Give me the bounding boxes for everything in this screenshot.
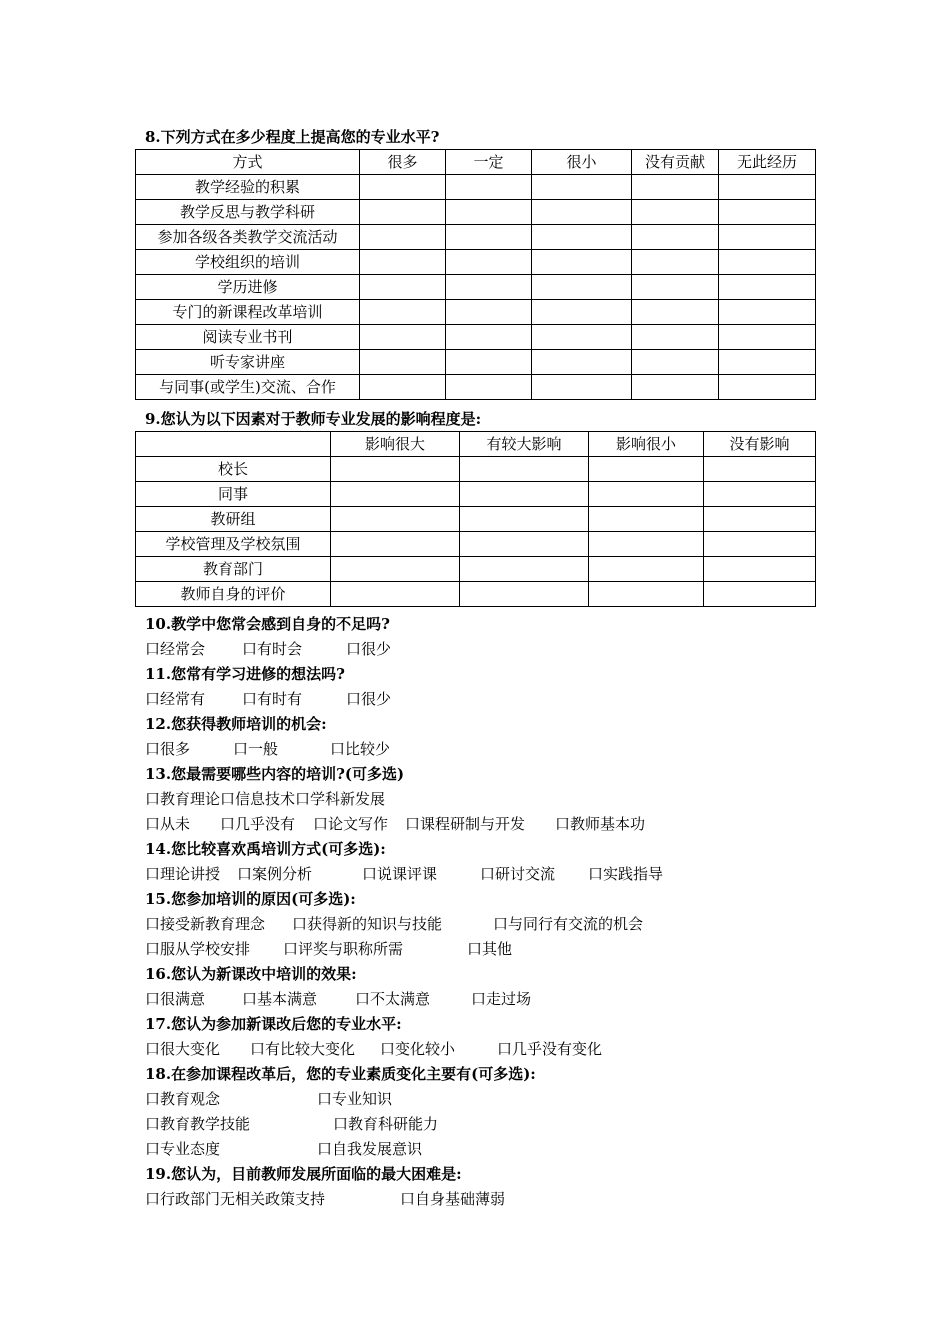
answer-cell[interactable] (532, 225, 632, 250)
column-header: 方式 (136, 150, 360, 175)
question-10-title: 10.教学中您常会感到自身的不足吗? (145, 615, 390, 633)
checkbox-option[interactable]: 口教育科研能力 (333, 1115, 439, 1133)
answer-cell[interactable] (446, 325, 532, 350)
answer-cell[interactable] (589, 507, 704, 532)
answer-cell[interactable] (446, 225, 532, 250)
answer-cell[interactable] (532, 375, 632, 400)
answer-cell[interactable] (704, 507, 816, 532)
answer-cell[interactable] (360, 175, 446, 200)
answer-cell[interactable] (360, 350, 446, 375)
checkbox-option[interactable]: 口专业态度 (145, 1140, 221, 1158)
question-9-title: 9.您认为以下因素对于教师专业发展的影响程度是: (145, 410, 482, 428)
checkbox-option[interactable]: 口教育教学技能 (145, 1115, 251, 1133)
answer-cell[interactable] (704, 582, 816, 607)
answer-cell[interactable] (331, 482, 460, 507)
answer-cell[interactable] (719, 275, 816, 300)
answer-cell[interactable] (360, 275, 446, 300)
answer-cell[interactable] (360, 200, 446, 225)
row-label: 专门的新课程改革培训 (136, 300, 360, 325)
question-18-title: 18.在参加课程改革后，您的专业素质变化主要有(可多选): (145, 1065, 536, 1083)
row-label: 同事 (136, 482, 331, 507)
question-8-title: 8.下列方式在多少程度上提高您的专业水平? (145, 128, 440, 146)
column-header: 很小 (532, 150, 632, 175)
checkbox-option[interactable]: 口自我发展意识 (317, 1140, 423, 1158)
answer-cell[interactable] (719, 200, 816, 225)
column-header: 很多 (360, 150, 446, 175)
checkbox-option[interactable]: 口说课评课 (362, 865, 438, 883)
table-header-row (136, 150, 816, 175)
answer-cell[interactable] (719, 175, 816, 200)
question-16-title: 16.您认为新课改中培训的效果: (145, 965, 357, 983)
answer-cell[interactable] (460, 582, 589, 607)
table-row (136, 325, 816, 350)
table-row (136, 375, 816, 400)
table-row (136, 350, 816, 375)
checkbox-option[interactable]: 口实践指导 (588, 865, 664, 883)
answer-cell[interactable] (460, 557, 589, 582)
checkbox-option[interactable]: 口有时有 (242, 690, 303, 708)
answer-cell[interactable] (632, 350, 719, 375)
answer-cell[interactable] (589, 582, 704, 607)
checkbox-option[interactable]: 口比较少 (330, 740, 391, 758)
answer-cell[interactable] (632, 325, 719, 350)
checkbox-option[interactable]: 口经常会 (145, 640, 206, 658)
table-row (136, 507, 816, 532)
answer-cell[interactable] (632, 200, 719, 225)
column-header (136, 432, 331, 457)
question-13-title: 13.您最需要哪些内容的培训?(可多选) (145, 765, 405, 783)
answer-cell[interactable] (632, 275, 719, 300)
table-row (136, 250, 816, 275)
question-15-title: 15.您参加培训的原因(可多选): (145, 890, 356, 908)
checkbox-option[interactable]: 口有时会 (242, 640, 303, 658)
answer-cell[interactable] (719, 300, 816, 325)
checkbox-option[interactable]: 口很满意 (145, 990, 206, 1008)
checkbox-option[interactable]: 口教育观念 (145, 1090, 221, 1108)
table-row (136, 275, 816, 300)
checkbox-option[interactable]: 口很大变化 (145, 1040, 221, 1058)
answer-cell[interactable] (360, 375, 446, 400)
answer-cell[interactable] (331, 457, 460, 482)
answer-cell[interactable] (704, 457, 816, 482)
answer-cell[interactable] (632, 225, 719, 250)
q9-table (135, 431, 816, 607)
row-label: 教学经验的积累 (136, 175, 360, 200)
answer-cell[interactable] (460, 457, 589, 482)
answer-cell[interactable] (589, 482, 704, 507)
checkbox-option-group[interactable]: 口教育理论口信息技术口学科新发展 (145, 790, 386, 808)
answer-cell[interactable] (460, 482, 589, 507)
row-label: 学历进修 (136, 275, 360, 300)
table-row (136, 300, 816, 325)
checkbox-option[interactable]: 口与同行有交流的机会 (493, 915, 644, 933)
checkbox-option[interactable]: 口专业知识 (317, 1090, 393, 1108)
table-row (136, 225, 816, 250)
row-label: 学校组织的培训 (136, 250, 360, 275)
question-12-title: 12.您获得教师培训的机会: (145, 715, 327, 733)
answer-cell[interactable] (532, 350, 632, 375)
checkbox-option[interactable]: 口教师基本功 (555, 815, 646, 833)
checkbox-option[interactable]: 口不太满意 (355, 990, 431, 1008)
answer-cell[interactable] (446, 300, 532, 325)
answer-cell[interactable] (704, 557, 816, 582)
checkbox-option[interactable]: 口研讨交流 (480, 865, 556, 883)
column-header: 有较大影响 (460, 432, 589, 457)
checkbox-option[interactable]: 口行政部门无相关政策支持 (145, 1190, 326, 1208)
row-label: 阅读专业书刊 (136, 325, 360, 350)
answer-cell[interactable] (446, 250, 532, 275)
answer-cell[interactable] (460, 507, 589, 532)
answer-cell[interactable] (532, 250, 632, 275)
column-header: 影响很小 (589, 432, 704, 457)
checkbox-option[interactable]: 口很多 (145, 740, 191, 758)
checkbox-option[interactable]: 口课程研制与开发 (405, 815, 526, 833)
checkbox-option[interactable]: 口变化较小 (380, 1040, 456, 1058)
answer-cell[interactable] (446, 375, 532, 400)
checkbox-option[interactable]: 口有比较大变化 (250, 1040, 356, 1058)
answer-cell[interactable] (719, 250, 816, 275)
checkbox-option[interactable]: 口接受新教育理念 (145, 915, 266, 933)
answer-cell[interactable] (331, 532, 460, 557)
answer-cell[interactable] (446, 200, 532, 225)
answer-cell[interactable] (331, 507, 460, 532)
row-label: 教师自身的评价 (136, 582, 331, 607)
column-header: 没有影响 (704, 432, 816, 457)
row-label: 学校管理及学校氛围 (136, 532, 331, 557)
checkbox-option[interactable]: 口案例分析 (237, 865, 313, 883)
checkbox-option[interactable]: 口服从学校安排 (145, 940, 251, 958)
column-header: 没有贡献 (632, 150, 719, 175)
answer-cell[interactable] (331, 582, 460, 607)
checkbox-option[interactable]: 口走过场 (471, 990, 532, 1008)
answer-cell[interactable] (719, 325, 816, 350)
answer-cell[interactable] (532, 325, 632, 350)
column-header: 无此经历 (719, 150, 816, 175)
row-label: 听专家讲座 (136, 350, 360, 375)
question-11-title: 11.您常有学习进修的想法吗? (145, 665, 345, 683)
column-header: 一定 (446, 150, 532, 175)
checkbox-option[interactable]: 口其他 (467, 940, 513, 958)
table-header-row (136, 432, 816, 457)
table-row (136, 457, 816, 482)
answer-cell[interactable] (704, 532, 816, 557)
answer-cell[interactable] (532, 175, 632, 200)
table-row (136, 482, 816, 507)
answer-cell[interactable] (360, 300, 446, 325)
table-row (136, 582, 816, 607)
q8-table (135, 149, 816, 400)
answer-cell[interactable] (460, 532, 589, 557)
answer-cell[interactable] (360, 325, 446, 350)
answer-cell[interactable] (589, 532, 704, 557)
row-label: 与同事(或学生)交流、合作 (136, 375, 360, 400)
answer-cell[interactable] (360, 225, 446, 250)
answer-cell[interactable] (632, 175, 719, 200)
answer-cell[interactable] (589, 557, 704, 582)
answer-cell[interactable] (704, 482, 816, 507)
table-row (136, 200, 816, 225)
checkbox-option[interactable]: 口论文写作 (313, 815, 389, 833)
row-label: 校长 (136, 457, 331, 482)
table-row (136, 532, 816, 557)
checkbox-option[interactable]: 口经常有 (145, 690, 206, 708)
question-19-title: 19.您认为，目前教师发展所面临的最大困难是: (145, 1165, 462, 1183)
checkbox-option[interactable]: 口很少 (346, 640, 392, 658)
answer-cell[interactable] (589, 457, 704, 482)
checkbox-option[interactable]: 口几乎没有变化 (497, 1040, 603, 1058)
answer-cell[interactable] (446, 175, 532, 200)
question-17-title: 17.您认为参加新课改后您的专业水平: (145, 1015, 402, 1033)
answer-cell[interactable] (331, 557, 460, 582)
answer-cell[interactable] (360, 250, 446, 275)
checkbox-option[interactable]: 口理论讲授 (145, 865, 221, 883)
table-row (136, 175, 816, 200)
answer-cell[interactable] (719, 375, 816, 400)
checkbox-option[interactable]: 口评奖与职称所需 (283, 940, 404, 958)
answer-cell[interactable] (446, 350, 532, 375)
checkbox-option[interactable]: 口获得新的知识与技能 (292, 915, 443, 933)
answer-cell[interactable] (719, 350, 816, 375)
answer-cell[interactable] (632, 300, 719, 325)
checkbox-option[interactable]: 口从未 (145, 815, 191, 833)
row-label: 教研组 (136, 507, 331, 532)
checkbox-option[interactable]: 口很少 (346, 690, 392, 708)
answer-cell[interactable] (719, 225, 816, 250)
checkbox-option[interactable]: 口自身基础薄弱 (400, 1190, 506, 1208)
checkbox-option[interactable]: 口基本满意 (242, 990, 318, 1008)
question-14-title: 14.您比较喜欢禹培训方式(可多选): (145, 840, 386, 858)
answer-cell[interactable] (446, 275, 532, 300)
row-label: 参加各级各类教学交流活动 (136, 225, 360, 250)
row-label: 教育部门 (136, 557, 331, 582)
checkbox-option[interactable]: 口一般 (233, 740, 279, 758)
answer-cell[interactable] (532, 275, 632, 300)
checkbox-option[interactable]: 口几乎没有 (220, 815, 296, 833)
column-header: 影响很大 (331, 432, 460, 457)
table-row (136, 557, 816, 582)
answer-cell[interactable] (532, 200, 632, 225)
answer-cell[interactable] (532, 300, 632, 325)
row-label: 教学反思与教学科研 (136, 200, 360, 225)
answer-cell[interactable] (632, 250, 719, 275)
answer-cell[interactable] (632, 375, 719, 400)
